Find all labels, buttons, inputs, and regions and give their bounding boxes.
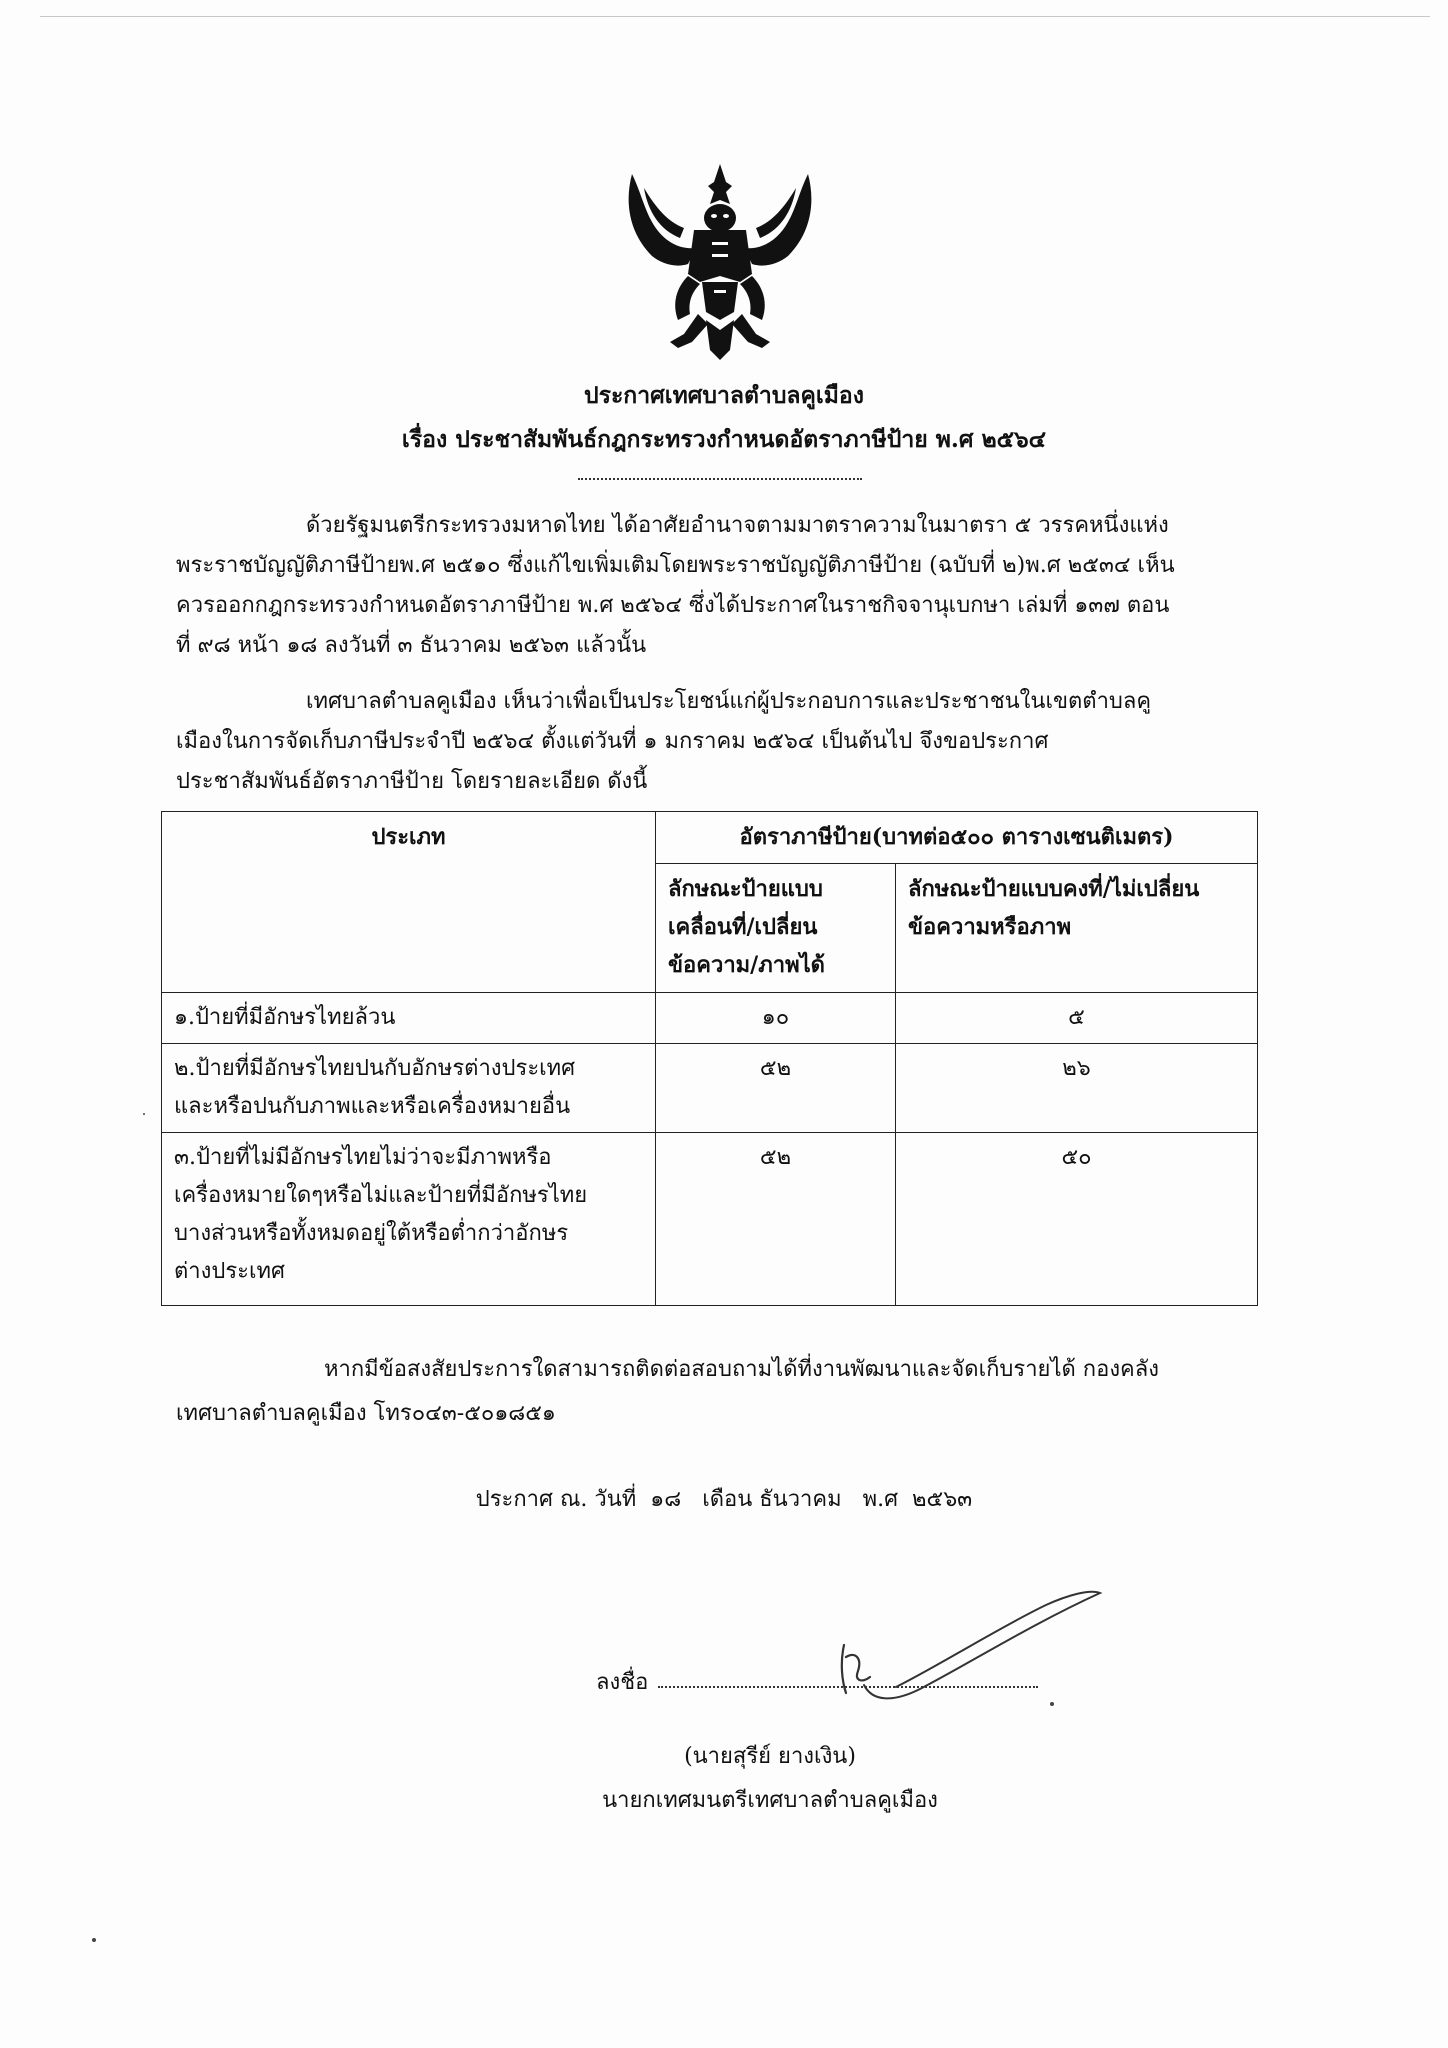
subheader-line: ลักษณะป้ายแบบคงที่/ไม่เปลี่ยน bbox=[908, 875, 1200, 902]
fixed-rate-cell: ๒๖ bbox=[896, 1044, 1258, 1133]
subheader-line: ลักษณะป้ายแบบ bbox=[668, 875, 823, 902]
subject-title: เรื่อง ประชาสัมพันธ์กฎกระทรวงกำหนดอัตราภาษีป้าย พ.ศ ๒๕๖๔ bbox=[401, 426, 1047, 453]
scan-speck bbox=[92, 1938, 96, 1942]
table-row bbox=[162, 993, 1258, 1044]
sign-type-line: และหรือปนกับภาพและหรือเครื่องหมายอื่น bbox=[174, 1094, 571, 1119]
sign-type-cell bbox=[162, 1044, 656, 1133]
paragraph-line: ที่ ๙๘ หน้า ๑๘ ลงวันที่ ๓ ธันวาคม ๒๕๖๓ แล้วนั้น bbox=[176, 633, 647, 658]
issuer-title: ประกาศเทศบาลตำบลคูเมือง bbox=[584, 382, 864, 409]
table-row bbox=[162, 1133, 1258, 1306]
sign-type-line: ๒.ป้ายที่มีอักษรไทยปนกับอักษรต่างประเทศ bbox=[174, 1056, 576, 1081]
contact-line: หากมีข้อสงสัยประการใดสามารถติดต่อสอบถามได้ที่งานพัฒนาและจัดเก็บรายได้ กองคลัง bbox=[324, 1357, 1160, 1382]
sign-type-line: ๑.ป้ายที่มีอักษรไทยล้วน bbox=[174, 1005, 396, 1030]
paragraph-line: เทศบาลตำบลคูเมือง เห็นว่าเพื่อเป็นประโยชน์แก่ผู้ประกอบการและประชาชนในเขตตำบลคู bbox=[306, 689, 1152, 714]
scan-edge-line bbox=[40, 16, 1430, 17]
contact-line: เทศบาลตำบลคูเมือง โทร๐๔๓-๕๐๑๘๕๑ bbox=[176, 1401, 556, 1426]
moving-rate-cell: ๑๐ bbox=[656, 993, 896, 1044]
signer-position: นายกเทศมนตรีเทศบาลตำบลคูเมือง bbox=[602, 1788, 938, 1813]
type-column-header: ประเภท bbox=[162, 812, 656, 993]
rate-column-header: อัตราภาษีป้าย(บาทต่อ๕๐๐ ตารางเซนติเมตร) bbox=[656, 812, 1258, 864]
dotted-divider bbox=[578, 478, 862, 480]
paragraph-line: ด้วยรัฐมนตรีกระทรวงมหาดไทย ได้อาศัยอำนาจตามมาตราความในมาตรา ๕ วรรคหนึ่งแห่ง bbox=[306, 513, 1169, 538]
sign-type-cell bbox=[162, 993, 656, 1044]
paragraph-line: พระราชบัญญัติภาษีป้ายพ.ศ ๒๕๑๐ ซึ่งแก้ไขเพิ่มเติมโดยพระราชบัญญัติภาษีป้าย (ฉบับที่ ๒)พ.ศ ๒๕๓๔ เห็น bbox=[176, 553, 1175, 578]
scan-speck bbox=[1050, 1702, 1054, 1706]
fixed-sign-header bbox=[896, 863, 1258, 992]
signature-label: ลงชื่อ bbox=[596, 1670, 649, 1695]
table-row bbox=[162, 1044, 1258, 1133]
subheader-line: ข้อความ/ภาพได้ bbox=[668, 951, 825, 978]
scan-speck bbox=[143, 1113, 145, 1115]
paragraph-line: เมืองในการจัดเก็บภาษีประจำปี ๒๕๖๔ ตั้งแต่วันที่ ๑ มกราคม ๒๕๖๔ เป็นต้นไป จึงขอประกาศ bbox=[176, 729, 1049, 754]
fixed-rate-cell: ๕ bbox=[896, 993, 1258, 1044]
sign-type-line: บางส่วนหรือทั้งหมดอยู่ใต้หรือต่ำกว่าอักษร bbox=[174, 1221, 569, 1246]
announcement-date: ประกาศ ณ. วันที่ ๑๘ เดือน ธันวาคม พ.ศ ๒๕๖๓ bbox=[475, 1487, 973, 1512]
moving-rate-cell: ๕๒ bbox=[656, 1133, 896, 1306]
subheader-line: เคลื่อนที่/เปลี่ยน bbox=[668, 913, 818, 940]
paragraph-line: ประชาสัมพันธ์อัตราภาษีป้าย โดยรายละเอียด ดังนี้ bbox=[176, 769, 648, 794]
intro-paragraph bbox=[176, 506, 1228, 666]
garuda-emblem-icon bbox=[622, 164, 818, 364]
sign-type-line: เครื่องหมายใดๆหรือไม่และป้ายที่มีอักษรไทย bbox=[174, 1183, 588, 1208]
moving-sign-header bbox=[656, 863, 896, 992]
signer-name: (นายสุรีย์ ยางเงิน) bbox=[684, 1744, 856, 1769]
sign-type-line: ต่างประเทศ bbox=[174, 1259, 285, 1284]
table-header-row bbox=[162, 812, 1258, 864]
moving-rate-cell: ๕๒ bbox=[656, 1044, 896, 1133]
tax-rate-table bbox=[161, 811, 1258, 1306]
sign-type-line: ๓.ป้ายที่ไม่มีอักษรไทยไม่ว่าจะมีภาพหรือ bbox=[174, 1145, 552, 1170]
paragraph-line: ควรออกกฎกระทรวงกำหนดอัตราภาษีป้าย พ.ศ ๒๕๖๔ ซึ่งได้ประกาศในราชกิจจานุเบกษา เล่มที่ ๑๓๗ ตอน bbox=[176, 593, 1170, 618]
fixed-rate-cell: ๕๐ bbox=[896, 1133, 1258, 1306]
handwritten-signature bbox=[800, 1585, 1110, 1715]
subheader-line: ข้อความหรือภาพ bbox=[908, 913, 1072, 940]
contact-paragraph bbox=[176, 1348, 1236, 1436]
sign-type-cell bbox=[162, 1133, 656, 1306]
purpose-paragraph bbox=[176, 682, 1228, 802]
